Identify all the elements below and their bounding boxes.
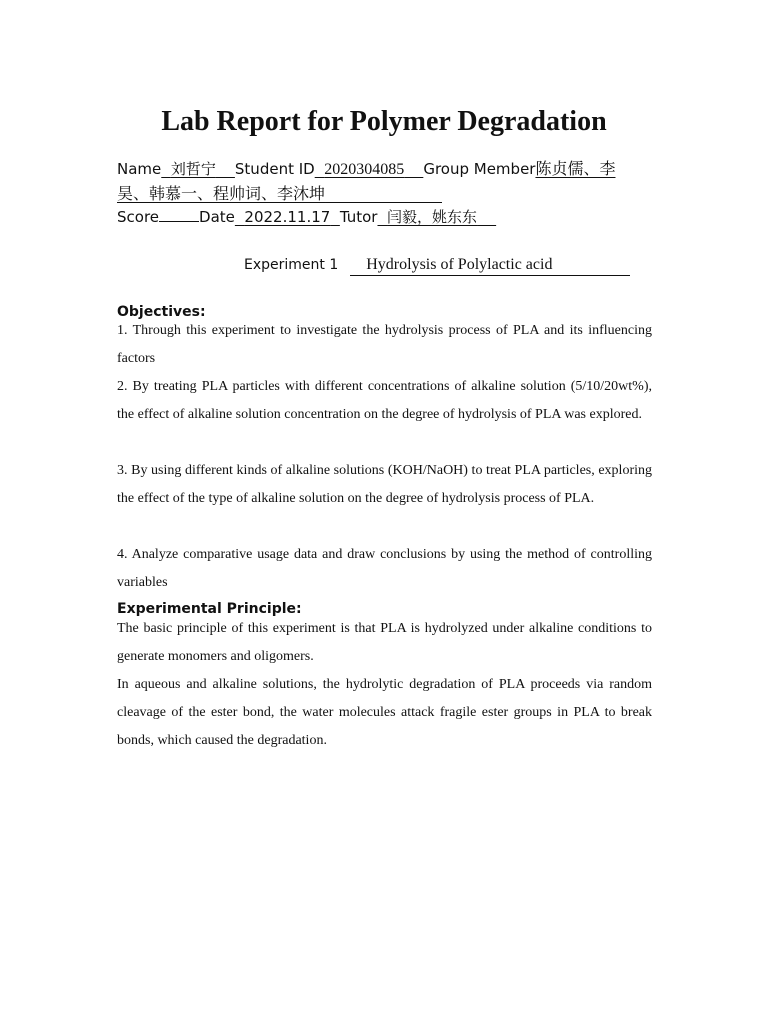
tutor-value: 闫毅，姚东东 <box>387 208 478 226</box>
objective-item-3: 3. By using different kinds of alkaline solutions (KOH/NaOH) to treat PLA particles, exploring the effect of the type of alkaline solution on the degree of hydrolysis process of PLA. <box>117 463 652 506</box>
objective-item-1: 1. Through this experiment to investigate the hydrolysis process of PLA and its influencing factors <box>117 323 652 366</box>
student-id-label: Student ID <box>234 160 315 178</box>
objective-item-2: 2. By treating PLA particles with different concentrations of alkaline solution (5/10/20wt%), the effect of alkaline solution concentration on the degree of hydrolysis of PLA was explored. <box>117 379 652 422</box>
date-label: Date <box>199 208 235 226</box>
score-label: Score <box>117 208 160 226</box>
header-line-1 <box>117 158 657 181</box>
header-line-3 <box>117 206 657 228</box>
experiment-line <box>244 255 630 276</box>
score-blank <box>159 206 199 222</box>
name-label: Name <box>117 160 162 178</box>
experiment-label: Experiment 1 <box>244 257 339 273</box>
objective-item-4: 4. Analyze comparative usage data and draw conclusions by using the method of controlling variables <box>117 547 652 590</box>
principle-paragraph-2: In aqueous and alkaline solutions, the hydrolytic degradation of PLA proceeds via random cleavage of the ester bond, the water molecules attack fragile ester groups in PLA to break bonds, which caused the degradation. <box>117 677 652 748</box>
principle-heading: Experimental Principle: <box>117 601 302 617</box>
student-id-value: 2020304085 <box>324 161 405 178</box>
objectives-heading: Objectives: <box>117 304 206 320</box>
principle-paragraph-1: The basic principle of this experiment is that PLA is hydrolyzed under alkaline conditions to generate monomers and oligomers. <box>117 621 652 664</box>
group-member-label: Group Member <box>423 160 536 178</box>
report-title: Lab Report for Polymer Degradation <box>161 106 607 137</box>
tutor-label: Tutor <box>339 208 378 226</box>
experiment-title: Hydrolysis of Polylactic acid <box>350 255 630 276</box>
header-line-2 <box>117 183 657 205</box>
group-members-value-2: 昊、韩慕一、程帅词、李沐坤 <box>117 184 326 203</box>
date-value: 2022.11.17 <box>244 208 331 226</box>
group-members-value-1: 陈贞儒、李 <box>535 159 616 178</box>
name-value: 刘哲宁 <box>170 160 216 178</box>
